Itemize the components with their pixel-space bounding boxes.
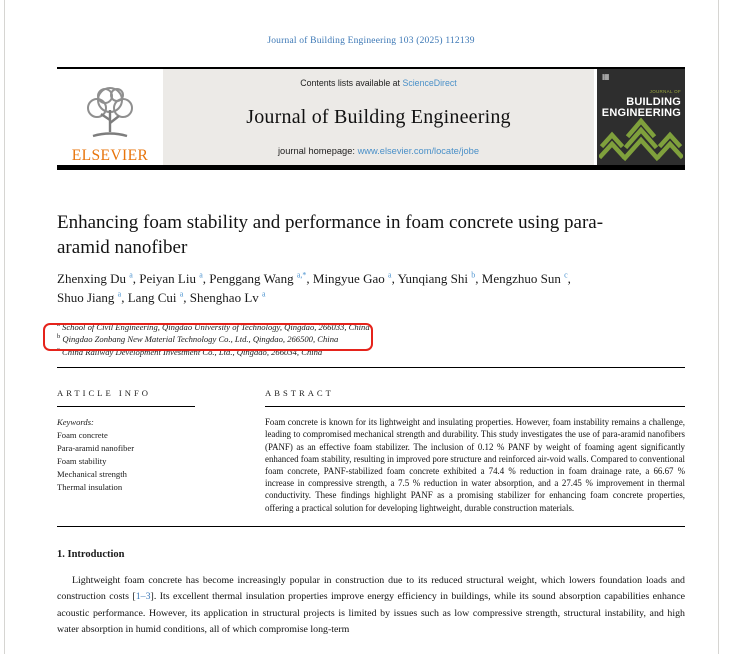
keyword-item: Thermal insulation — [57, 482, 123, 493]
keywords-label: Keywords: — [57, 417, 94, 428]
banner-center — [163, 69, 594, 165]
author: Mingyue Gao $^a$ , — [313, 271, 398, 286]
journal-title: Journal of Building Engineering — [246, 105, 511, 128]
author: Shuo Jiang $^a$ , — [57, 290, 128, 305]
author-affil-sup: a — [129, 270, 133, 280]
citation-link[interactable]: Journal of Building Engineering 103 (2025) 112139 — [267, 36, 475, 46]
author-affil-sup: a — [262, 289, 266, 299]
cover-line1: BUILDING — [626, 95, 681, 108]
affiliation-b: $^b$ Qingdao Zonbang New Material Technology Co., Ltd., Qingdao, 266500, China — [57, 333, 339, 345]
page-edge-right — [718, 0, 719, 654]
keyword-item: Mechanical strength — [57, 469, 127, 480]
elsevier-wordmark: ELSEVIER — [71, 146, 149, 164]
author-list — [57, 270, 597, 308]
article-info-rule — [57, 406, 195, 407]
elsevier-logo — [57, 69, 163, 165]
abstract-rule — [265, 406, 685, 407]
affiliation-list — [57, 320, 685, 357]
author-affil-sup: c — [564, 270, 568, 280]
article-info-heading: ARTICLE INFO — [57, 388, 151, 399]
reference-link-1-3[interactable]: 1–3 — [135, 591, 151, 603]
keyword-item: Foam stability — [57, 456, 107, 467]
page-edge-left — [4, 0, 5, 654]
author: Lang Cui $^a$ , — [128, 290, 190, 305]
section-heading-introduction: 1. Introduction — [57, 548, 125, 560]
author: Shenghao Lv $^a$ — [189, 289, 266, 306]
abstract-column — [265, 388, 685, 514]
abstract-heading: ABSTRACT — [265, 388, 334, 399]
author-affil-sup: a — [388, 270, 392, 280]
divider-rule-bottom — [57, 526, 685, 527]
homepage-line — [167, 146, 590, 156]
article-title: Enhancing foam stability and performance in foam concrete using para-aramid nanofiber — [57, 212, 604, 259]
intro-text-before-ref: Lightweight foam concrete has become increasingly popular in construction due to its reduced structural weight, which lowers foundation loads and construction costs [ — [57, 574, 685, 603]
divider-rule-top — [57, 367, 685, 368]
journal-homepage-link[interactable]: www.elsevier.com/locate/jobe — [357, 146, 480, 156]
contents-line — [167, 78, 590, 88]
cover-publisher-icon: ▦ — [602, 72, 610, 81]
intro-text-after-ref: ]. Its excellent thermal insulation properties improve energy efficiency in buildings, while its sound absorption capabilities enhance acoustic performance. However, its application in structural projects is limited by issues such as low compressive strength, structural instability, and high water absorption in humid conditions, all of which compromise long-term — [57, 591, 686, 636]
author: Zhenxing Du $^a$ , — [57, 271, 139, 286]
author-affil-sup: b — [471, 270, 476, 280]
elsevier-tree-icon — [79, 84, 141, 147]
introduction-paragraph — [57, 573, 685, 639]
cover-line2: ENGINEERING — [601, 107, 681, 120]
journal-header-banner — [57, 67, 685, 170]
journal-cover-thumbnail[interactable] — [597, 69, 685, 165]
author: Penggang Wang $^{a,*}$ , — [209, 271, 313, 286]
author: Peiyan Liu $^a$ , — [139, 271, 209, 286]
affiliation-a: $^a$ School of Civil Engineering, Qingdao University of Technology, Qingdao, 266033, China — [57, 320, 370, 332]
article-info-column — [57, 388, 227, 514]
cover-journal-of: JOURNAL OF — [649, 89, 681, 94]
keyword-item: Para-aramid nanofiber — [57, 443, 135, 454]
article-info-abstract-section — [57, 388, 685, 514]
affiliation-c: $^c$ China Railway Development Investment Co., Ltd., Qingdao, 266034, China — [57, 345, 323, 357]
author-affil-sup: a — [179, 289, 184, 299]
contents-prefix: Contents lists available at — [300, 78, 403, 88]
keyword-item: Foam concrete — [57, 430, 108, 441]
author-affil-sup: a — [199, 270, 203, 280]
author: Mengzhuo Sun $^c$ , — [482, 271, 571, 286]
homepage-prefix: journal homepage: — [277, 146, 358, 156]
running-head-citation — [57, 36, 685, 46]
author: Yunqiang Shi $^b$ , — [398, 271, 482, 286]
sciencedirect-link[interactable]: ScienceDirect — [402, 78, 457, 88]
author-affil-sup: a — [117, 289, 122, 299]
abstract-text: Foam concrete is known for its lightweight and insulating properties. However, foam instability remains a challenge, leading to compromised mechanical strength and durability. This study investigates the use of para-aramid nanofibers (PANF) as an effective foam stabilizer. The inclusion of 0.12 % PANF by weight of foaming agent significantly enhanced foam stability, resulting in improved pore structure and reinforced air-void walls. Compared to conventional foam concrete, PANF-stabilized foam concrete exhibited a 74.4 % reduction in foam drainage rate, a 66.67 % increase in compressive strength, a 7.5 % reduction in water absorption, and a 27.45 % improvement in thermal conductivity. These findings highlight PANF as a promising stabilizer for enhancing foam concrete properties, offering a practical solution for developing lightweight, durable construction materials. — [265, 417, 685, 513]
author-affil-sup: a,* — [296, 270, 307, 280]
